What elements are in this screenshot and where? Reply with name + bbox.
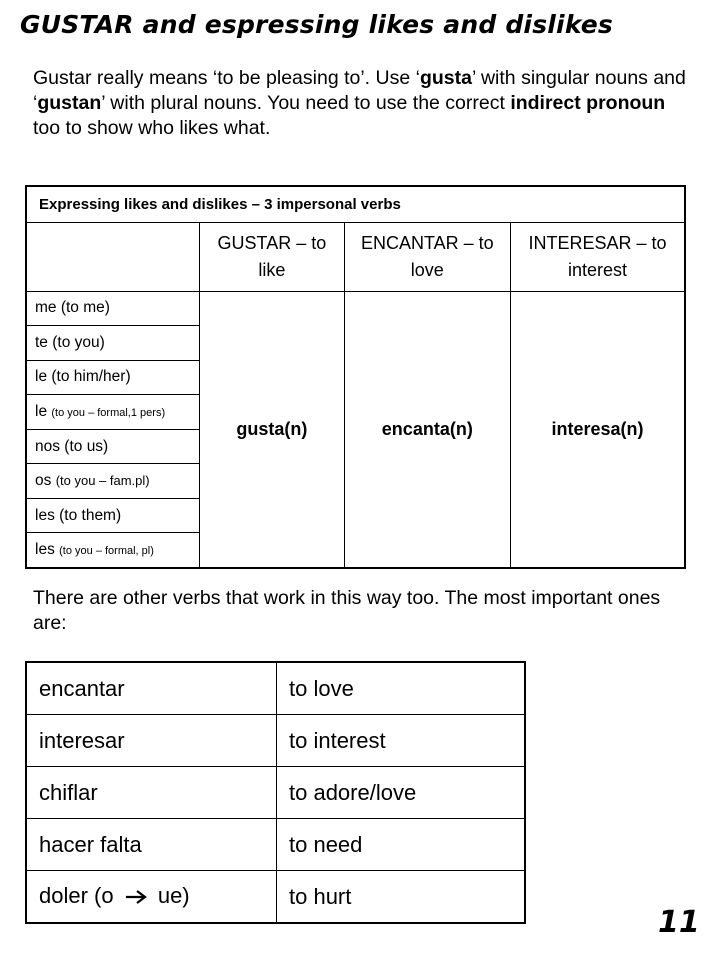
pronoun-row xyxy=(26,291,685,326)
english-meaning: to interest xyxy=(277,715,526,767)
right-arrow-icon xyxy=(124,884,148,910)
spanish-verb: encantar xyxy=(26,662,277,715)
pronoun-cell: les (to you – formal, pl) xyxy=(26,533,200,568)
pronoun-cell: te (to you) xyxy=(26,326,200,361)
blank-header-cell xyxy=(26,222,200,291)
column-header-encantar: ENCANTAR – to love xyxy=(344,222,510,291)
pronoun-cell: nos (to us) xyxy=(26,429,200,464)
verb-row xyxy=(26,662,525,715)
spanish-verb: chiflar xyxy=(26,767,277,819)
column-header-gustar: GUSTAR – to like xyxy=(200,222,344,291)
page-number: 11 xyxy=(658,905,700,940)
pronoun-cell: les (to them) xyxy=(26,498,200,533)
table-heading-row xyxy=(26,186,685,222)
english-meaning: to hurt xyxy=(277,871,526,924)
spanish-verb: doler (o ue) xyxy=(26,871,277,924)
spanish-verb: interesar xyxy=(26,715,277,767)
english-meaning: to adore/love xyxy=(277,767,526,819)
pronoun-cell: me (to me) xyxy=(26,291,200,326)
interesar-form: interesa(n) xyxy=(511,291,685,568)
verb-row xyxy=(26,871,525,924)
gusta-term: gusta xyxy=(419,67,472,89)
outro-paragraph: There are other verbs that work in this way too. The most important ones are: xyxy=(33,587,661,634)
other-verbs-table xyxy=(25,661,526,924)
column-header-row xyxy=(26,222,685,291)
gustar-form: gusta(n) xyxy=(200,291,344,568)
gustan-term: gustan xyxy=(37,92,102,114)
pronoun-cell: os (to you – fam.pl) xyxy=(26,464,200,499)
pronoun-cell: le (to you – formal,1 pers) xyxy=(26,395,200,430)
intro-paragraph: Gustar really means ‘to be pleasing to’. Use ‘gusta’ with singular nouns and ‘gustan’ with plural nouns. You need to use the correct indirect pronoun too to show who likes what. xyxy=(33,67,686,139)
verb-row xyxy=(26,767,525,819)
pronoun-cell: le (to him/her) xyxy=(26,360,200,395)
table-heading: Expressing likes and dislikes – 3 impersonal verbs xyxy=(26,186,685,222)
verb-row xyxy=(26,715,525,767)
page-title: GUSTAR and espressing likes and dislikes xyxy=(20,10,613,39)
english-meaning: to love xyxy=(277,662,526,715)
encantar-form: encanta(n) xyxy=(344,291,510,568)
english-meaning: to need xyxy=(277,819,526,871)
verb-row xyxy=(26,819,525,871)
column-header-interesar: INTERESAR – to interest xyxy=(511,222,685,291)
indirect-pronoun-term: indirect pronoun xyxy=(510,92,666,114)
spanish-verb: hacer falta xyxy=(26,819,277,871)
impersonal-verbs-table xyxy=(25,185,686,569)
